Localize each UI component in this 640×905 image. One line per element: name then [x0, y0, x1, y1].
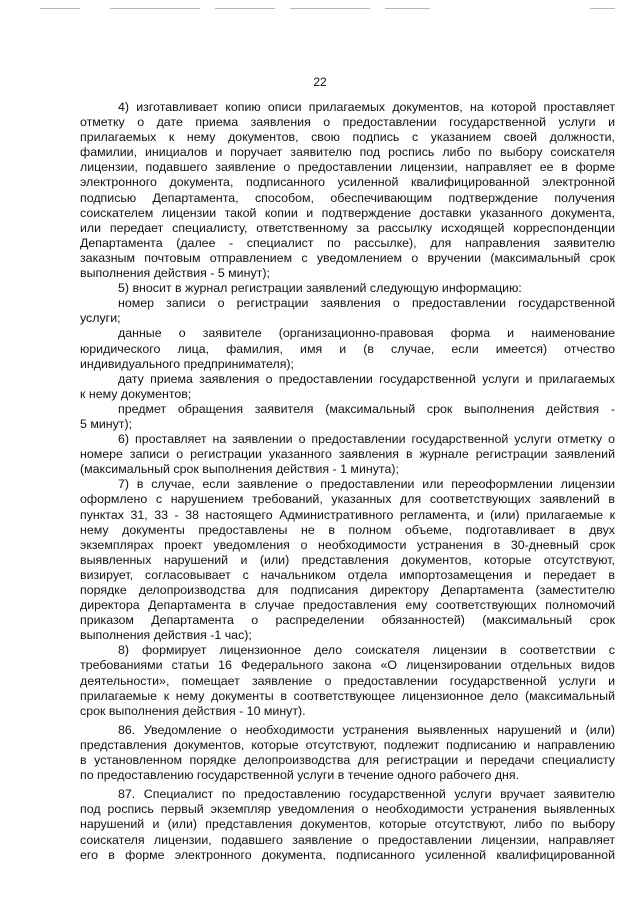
text-line: данные о заявителе (организационно-правовая форма и наименование: [118, 326, 615, 341]
text-line: номер записи о регистрации заявления о предоставлении государственной: [118, 296, 615, 311]
paragraph: [80, 372, 615, 402]
text-line: 6) проставляет на заявлении о предоставлении государственной услуги отметку о: [118, 432, 615, 447]
text-line: заказным почтовым отправлением с уведомлением о вручении (максимальный срок: [80, 250, 615, 265]
text-line: соискателя лицензии, подавшего заявление о предоставлении лицензии, направляет: [80, 832, 615, 847]
text-line: Департамента (далее - специалист по рассылке), для направления заявителю: [80, 235, 615, 250]
text-line: 87. Специалист по предоставлению государственной услуги вручает заявителю: [118, 787, 615, 802]
paragraph: [80, 402, 615, 432]
text-line: 5) вносит в журнал регистрации заявлений следующую информацию:: [118, 281, 522, 296]
text-line: визирует, согласовывает с начальником отдела импортозамещения и передает в: [80, 567, 615, 582]
text-line: оформлено с нарушением требований, указанных для соответствующих заявлений в: [80, 492, 615, 507]
text-line: 5 минут);: [80, 416, 133, 431]
text-line: (максимальный срок выполнения действия - 1 минута);: [80, 462, 399, 477]
text-line: его в форме электронного документа, подписанного усиленной квалифицированной: [80, 847, 615, 862]
text-line: приказом Департамента о распределении обязанностей) (максимальный срок: [80, 613, 615, 628]
text-line: по предоставлению государственной услуги в течение одного рабочего дня.: [80, 768, 520, 783]
text-line: экземплярах проект уведомления о необходимости устранения в 30-дневный срок: [80, 537, 615, 552]
text-line: отметку о дате приема заявления о предоставлении государственной услуги и: [80, 115, 615, 130]
text-line: 7) в случае, если заявление о предоставлении или переоформлении лицензии: [118, 477, 615, 492]
paragraph: [80, 296, 615, 326]
text-line: юридического лица, фамилия, имя и (в случае, если имеется) отчество: [80, 341, 615, 356]
text-line: под роспись первый экземпляр уведомления о необходимости устранения выявленных: [80, 802, 615, 817]
text-line: выполнения действия -1 час);: [80, 628, 252, 643]
text-line: или передает специалисту, ответственному за рассылку исходящей корреспонденции: [80, 220, 615, 235]
text-line: выполнения действия - 5 минут);: [80, 266, 270, 281]
paragraph: [80, 432, 615, 477]
text-line: порядке делопроизводства для подписания директору Департамента (заместителю: [80, 583, 615, 597]
paragraph: [80, 477, 615, 643]
text-line: в установленном порядке делопроизводства для регистрации и передачи специалисту: [80, 753, 615, 768]
paragraph: [80, 787, 615, 862]
text-line: подписью Департамента, способом, обеспечивающим подтверждение получения: [80, 190, 615, 205]
paragraph: [80, 281, 615, 296]
text-line: номере записи о регистрации указанного заявления в журнале регистрации заявлений: [80, 447, 615, 462]
scan-artifact-top: [0, 8, 640, 11]
document-body: [80, 100, 615, 863]
text-line: 4) изготавливает копию описи прилагаемых документов, на которой проставляет: [118, 100, 615, 114]
text-line: электронного документа, подписанного усиленной квалифицированной электронной: [80, 175, 615, 190]
text-line: индивидуального предпринимателя);: [80, 356, 294, 371]
text-line: 86. Уведомление о необходимости устранения выявленных нарушений и (или): [118, 722, 615, 737]
page-number: 22: [313, 75, 327, 89]
text-line: дату приема заявления о предоставлении государственной услуги и прилагаемых: [118, 371, 615, 386]
text-line: 8) формирует лицензионное дело соискателя лицензии в соответствии с: [118, 643, 615, 658]
paragraph: [80, 723, 615, 783]
text-line: срок выполнения действия - 10 минут).: [80, 703, 306, 718]
text-line: предмет обращения заявителя (максимальный срок выполнения действия -: [118, 401, 615, 416]
text-line: фамилии, инициалов и поручает заявителю под роспись либо по выбору соискателя: [80, 145, 615, 160]
text-line: деятельности», помещает заявление о предоставлении государственной услуги и: [80, 673, 615, 688]
paragraph: [80, 643, 615, 718]
text-line: прилагаемых к нему документов, свою подпись с указанием своей должности,: [80, 130, 615, 145]
text-line: требованиями статьи 16 Федерального закона «О лицензировании отдельных видов: [80, 658, 615, 673]
text-line: нарушений и (или) представления документов, которые отсутствуют, либо по выбору: [80, 817, 615, 832]
text-line: выявленных нарушений и (или) представления документов, которые отсутствуют,: [80, 552, 615, 567]
text-line: нему документы предоставлены не в полном объеме, подготавливает в двух: [80, 522, 615, 537]
paragraph: [80, 326, 615, 371]
text-line: представления документов, которые отсутствуют, подлежит подписанию и направлению: [80, 737, 615, 752]
text-line: лицензии, подавшего заявление о предоставлении лицензии, направляет ее в форме: [80, 160, 615, 175]
text-line: прилагаемые к нему документы в соответствующее лицензионное дело (максимальный: [80, 688, 615, 703]
text-line: пунктах 31, 33 - 38 настоящего Административного регламента, и (или) прилагаемые к: [80, 507, 615, 522]
paragraph: [80, 100, 615, 281]
text-line: к нему документов;: [80, 386, 192, 401]
text-line: соискателем лицензии такой копии и подтверждение доставки указанного документа,: [80, 205, 615, 220]
text-line: услуги;: [80, 311, 121, 326]
text-line: директора Департамента в случае предоставления ему соответствующих полномочий: [80, 598, 615, 613]
